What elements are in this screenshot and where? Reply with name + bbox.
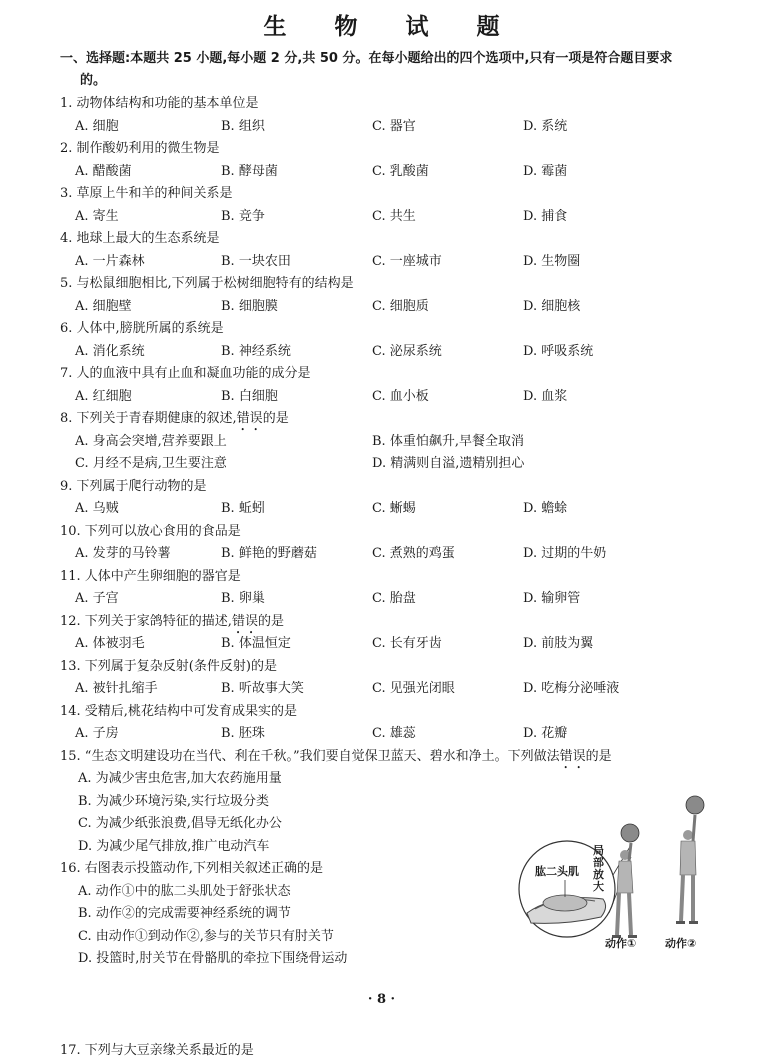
section-line-2: 的。 bbox=[80, 73, 107, 88]
emphasis-mark: 错误 bbox=[559, 748, 586, 764]
option-C: C. 泌尿系统 bbox=[372, 343, 442, 359]
question-stem: 11. 人体中产生卵细胞的器官是 bbox=[60, 568, 241, 584]
question-5 bbox=[60, 273, 720, 318]
option-D: D. 蟾蜍 bbox=[523, 501, 568, 516]
question-stem: 7. 人的血液中具有止血和凝血功能的成分是 bbox=[60, 366, 311, 381]
option-A: A. 子房 bbox=[75, 726, 119, 741]
biceps-label: 肱二头肌 bbox=[535, 865, 579, 878]
option-B: B. 竞争 bbox=[221, 208, 265, 224]
player-2 bbox=[676, 796, 704, 924]
next-question-partial: 17. 下列与大豆亲缘关系最近的是 bbox=[60, 1043, 254, 1058]
option-B: B. 酵母菌 bbox=[221, 163, 278, 179]
option-D: D. 花瓣 bbox=[523, 726, 568, 741]
option-D: D. 霉菌 bbox=[523, 163, 568, 179]
option-row bbox=[60, 633, 720, 656]
question-stem: 4. 地球上最大的生态系统是 bbox=[60, 231, 220, 246]
option-D: D. 细胞核 bbox=[523, 298, 581, 314]
option-C: C. 一座城市 bbox=[372, 253, 442, 269]
option-C: C. 长有牙齿 bbox=[372, 636, 442, 651]
page-number: · 8 · bbox=[367, 992, 396, 1007]
option-B: B. 鲜艳的野蘑菇 bbox=[221, 546, 317, 561]
question-4 bbox=[60, 228, 720, 273]
question-13 bbox=[60, 656, 720, 701]
question-9 bbox=[60, 476, 720, 521]
option-A: A. 一片森林 bbox=[75, 253, 145, 269]
ball-2-icon bbox=[686, 796, 704, 814]
emphasis-mark: 错误 bbox=[236, 411, 263, 426]
option-C: C. 月经不是病,卫生要注意 bbox=[75, 456, 227, 471]
question-stem: 5. 与松鼠细胞相比,下列属于松树细胞特有的结构是 bbox=[60, 276, 354, 291]
question-10 bbox=[60, 521, 720, 566]
option-row bbox=[60, 251, 720, 274]
option-row bbox=[60, 161, 720, 184]
question-stem: 12. 下列关于家鸽特征的描述,错误的是 bbox=[60, 613, 284, 629]
option-D: D. 捕食 bbox=[523, 208, 568, 224]
option-D: D. 过期的牛奶 bbox=[523, 546, 607, 561]
option-row bbox=[60, 341, 720, 364]
question-stem: 1. 动物体结构和功能的基本单位是 bbox=[60, 96, 259, 111]
option-B: B. 体重怕飙升,早餐全取消 bbox=[372, 433, 524, 449]
option-C: C. 蜥蜴 bbox=[372, 501, 416, 516]
option-D: D. 血浆 bbox=[523, 388, 568, 404]
option-B: B. 胚珠 bbox=[221, 726, 265, 741]
option-C: C. 共生 bbox=[372, 208, 416, 224]
zoom-label: 局部放大 bbox=[593, 844, 604, 893]
option-B: B. 听故事大笑 bbox=[221, 681, 304, 696]
option-A: A. 体被羽毛 bbox=[75, 636, 145, 651]
section-instructions bbox=[60, 48, 720, 92]
player-1 bbox=[612, 824, 639, 938]
option-row bbox=[60, 588, 720, 611]
basketball-figure bbox=[505, 795, 735, 960]
option-B: B. 白细胞 bbox=[221, 388, 278, 404]
option-row bbox=[60, 543, 720, 566]
option-A: A. 醋酸菌 bbox=[75, 163, 132, 179]
question-stem: 16. 右图表示投篮动作,下列相关叙述正确的是 bbox=[60, 861, 323, 876]
option-C: C. 煮熟的鸡蛋 bbox=[372, 546, 455, 561]
option-D: D. 系统 bbox=[523, 118, 568, 134]
option-D: D. 呼吸系统 bbox=[523, 343, 594, 359]
option-B: B. 神经系统 bbox=[221, 343, 291, 359]
option-D: D. 精满则自溢,遗精别担心 bbox=[372, 456, 525, 471]
option-A: A. 被针扎缩手 bbox=[75, 681, 158, 696]
option-row bbox=[60, 723, 720, 746]
option-A: A. 细胞壁 bbox=[75, 298, 132, 314]
question-stem: 9. 下列属于爬行动物的是 bbox=[60, 478, 207, 494]
option-row bbox=[60, 206, 720, 229]
option-C: C. 器官 bbox=[372, 118, 416, 134]
option-row bbox=[60, 116, 720, 139]
question-3 bbox=[60, 183, 720, 228]
option-D: D. 输卵管 bbox=[523, 591, 581, 606]
option-A: A. 细胞 bbox=[75, 118, 119, 134]
question-11 bbox=[60, 566, 720, 611]
page-title: 生 物 试 题 bbox=[263, 14, 520, 40]
option-C: C. 为减少纸张浪费,倡导无纸化办公 bbox=[78, 816, 282, 831]
option-D: D. 为减少尾气排放,推广电动汽车 bbox=[78, 838, 270, 854]
question-stem: 2. 制作酸奶利用的微生物是 bbox=[60, 141, 220, 156]
option-A: A. 动作①中的肱二头肌处于舒张状态 bbox=[78, 883, 291, 899]
question-stem: 10. 下列可以放心食用的食品是 bbox=[60, 523, 241, 539]
option-A: A. 为减少害虫危害,加大农药施用量 bbox=[78, 771, 282, 786]
option-row bbox=[60, 431, 720, 454]
option-B: B. 动作②的完成需要神经系统的调节 bbox=[78, 906, 291, 921]
ball-1-icon bbox=[621, 824, 639, 842]
action-2-label: 动作② bbox=[665, 937, 697, 950]
option-A: A. 寄生 bbox=[75, 208, 119, 224]
option-B: B. 卵巢 bbox=[221, 591, 265, 606]
option-B: B. 细胞膜 bbox=[221, 298, 278, 314]
option-row bbox=[60, 453, 720, 476]
option-B: B. 一块农田 bbox=[221, 253, 291, 269]
option-A: A. 红细胞 bbox=[75, 388, 132, 404]
option-B: B. 为减少环境污染,实行垃圾分类 bbox=[78, 793, 269, 809]
action-1-label: 动作① bbox=[605, 937, 637, 950]
option-B: B. 蚯蚓 bbox=[221, 501, 265, 516]
option-A: A. 身高会突增,营养要跟上 bbox=[75, 433, 227, 449]
question-6 bbox=[60, 318, 720, 363]
option-D: D. 投篮时,肘关节在骨骼肌的牵拉下围绕骨运动 bbox=[78, 951, 348, 966]
question-14 bbox=[60, 701, 720, 746]
option-C: C. 胎盘 bbox=[372, 591, 416, 606]
section-line-1: 一、选择题:本题共 25 小题,每小题 2 分,共 50 分。在每小题给出的四个选项中,只有一项是符合题目要求 bbox=[60, 51, 673, 66]
question-stem: 8. 下列关于青春期健康的叙述,错误的是 bbox=[60, 411, 289, 426]
question-stem: 15. “生态文明建设功在当代、利在千秋。”我们要自觉保卫蓝天、碧水和净土。下列做法错误的是 bbox=[60, 748, 612, 764]
question-12 bbox=[60, 611, 720, 656]
question-8 bbox=[60, 408, 720, 476]
option-A: A. 子宫 bbox=[75, 591, 119, 606]
question-7 bbox=[60, 363, 720, 408]
option-C: C. 雄蕊 bbox=[372, 726, 416, 741]
option-C: C. 见强光闭眼 bbox=[372, 681, 455, 696]
question-stem: 6. 人体中,膀胱所属的系统是 bbox=[60, 321, 224, 336]
option-B: B. 体温恒定 bbox=[221, 636, 291, 651]
question-stem: 14. 受精后,桃花结构中可发育成果实的是 bbox=[60, 703, 297, 719]
option-A: A. 乌贼 bbox=[75, 501, 119, 516]
option-C: C. 细胞质 bbox=[372, 298, 429, 314]
option-A: A. 消化系统 bbox=[75, 343, 145, 359]
option-A: A. 发芽的马铃薯 bbox=[75, 546, 171, 561]
option-B: B. 组织 bbox=[221, 118, 265, 134]
option-D: D. 前肢为翼 bbox=[523, 636, 594, 651]
option-row bbox=[60, 498, 720, 521]
option-row bbox=[60, 296, 720, 319]
option-C: C. 血小板 bbox=[372, 388, 429, 404]
option-C: C. 由动作①到动作②,参与的关节只有肘关节 bbox=[78, 928, 334, 944]
option-row bbox=[60, 678, 720, 701]
option-D: D. 吃梅分泌唾液 bbox=[523, 681, 620, 696]
question-2 bbox=[60, 138, 720, 183]
emphasis-mark: 错误 bbox=[231, 613, 258, 629]
question-1 bbox=[60, 93, 720, 138]
question-stem: 3. 草原上牛和羊的种间关系是 bbox=[60, 186, 233, 201]
question-stem: 13. 下列属于复杂反射(条件反射)的是 bbox=[60, 658, 277, 674]
option-row bbox=[60, 386, 720, 409]
option-D: D. 生物圈 bbox=[523, 253, 581, 269]
option-C: C. 乳酸菌 bbox=[372, 163, 429, 179]
